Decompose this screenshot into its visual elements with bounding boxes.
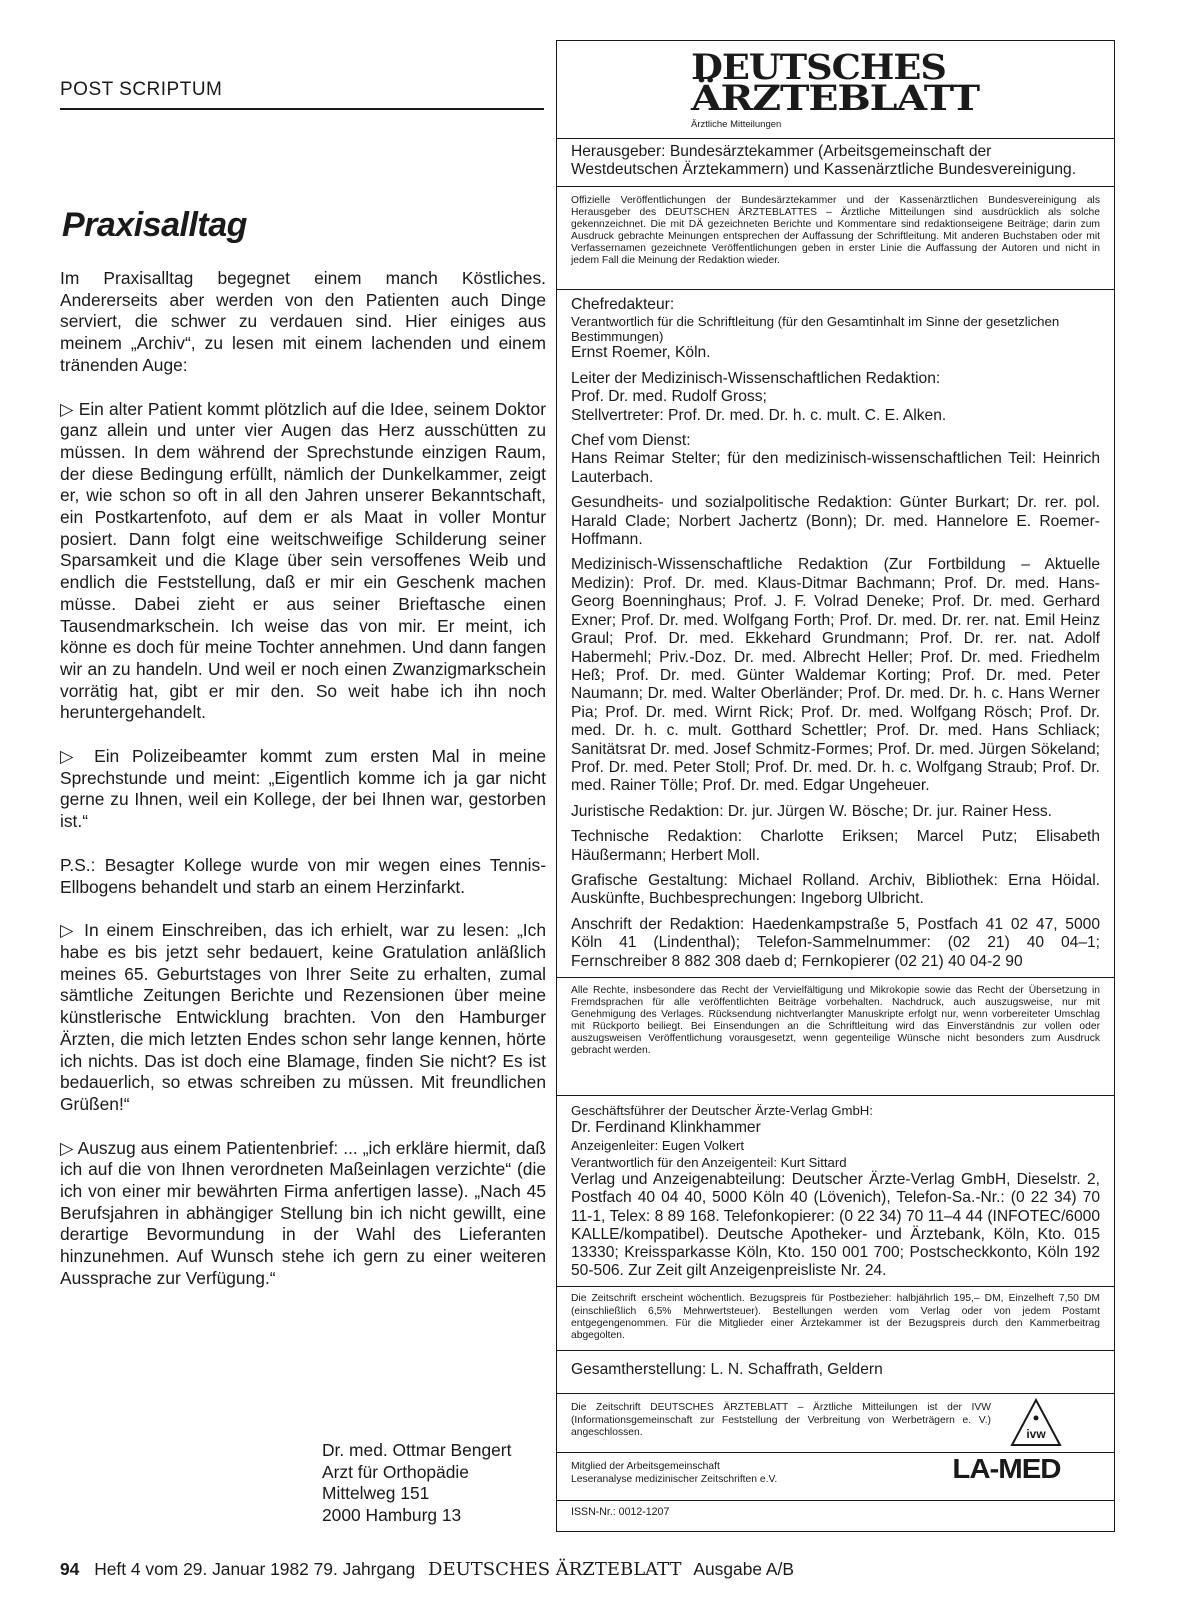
paragraph: Im Praxisalltag begegnet einem manch Köstliches. Andererseits aber werden von den Patienten auch Dinge serviert, die schwer zu verdauen sind. Hier einiges aus meinem „Archiv“, zu lesen mit einem lachenden und einem tränenden Auge: (60, 268, 546, 375)
paragraph: ▷ Ein Polizeibeamter kommt zum ersten Mal in meine Sprechstunde und meint: „Eigentlich komme ich ja gar nicht gerne zu Ihnen, weil ein Kollege, der bei Ihnen war, gestorben ist.“ (60, 746, 546, 832)
health-policy-desk: Gesundheits- und sozialpolitische Redaktion: Günter Burkart; Dr. rer. pol. Harald Clade; Norbert Jachertz (Bonn); Dr. med. Hannelore E. Roemer-Hoffmann. (571, 494, 1100, 549)
med-sci-desk: Medizinisch-Wissenschaftliche Redaktion (Zur Fortbildung – Aktuelle Medizin): Prof. Dr. med. Klaus-Ditmar Bachmann; Prof. Dr. med. Hans-Georg Boenninghaus; Prof. J. F. Volrad Deneke; Prof. Dr. med. Gerhard Exner; Prof. Dr. med. Wolfgang Forth; Prof. Dr. med. Dr. rer. nat. Emil Heinz Graul; Prof. Dr. med. Ekkehard Grundmann; Prof. Dr. rer. nat. Adolf Habermehl; Priv.-Doz. Dr. med. Albrecht Heller; Prof. Dr. med. Friedhelm Heß; Prof. Dr. med. Günter Waldemar Korting; Prof. Dr. med. Peter Naumann; Dr. med. Walter Oberländer; Prof. Dr. med. Dr. h. c. Hans Werner Pia; Prof. Dr. med. Wirnt Rick; Prof. Dr. med. Wolfgang Rösch; Prof. Dr. med. Dr. h. c. mult. Gotthard Schettler; Prof. Dr. med. Hans Schliack; Sanitätsrat Dr. med. Josef Schmitz-Formes; Prof. Dr. med. Jürgen Sökeland; Prof. Dr. med. Peter Stoll; Prof. Dr. med. Dr. h. c. Wolfgang Straub; Prof. Dr. med. Rainer Tölle; Prof. Dr. med. Edgar Ungeheuer. (571, 556, 1100, 795)
ivw-logo-text: ivw (1026, 1427, 1046, 1442)
logo-line-2: ÄRZTEBLATT (691, 78, 979, 119)
page-footer (60, 1559, 794, 1580)
lamed-membership (557, 1453, 1114, 1501)
lamed-line-2: Leseranalyse medizinischer Zeitschriften e.V. (571, 1473, 778, 1485)
author-title: Arzt für Orthopädie (322, 1461, 469, 1482)
publisher-info: Herausgeber: Bundesärztekammer (Arbeitsgemeinschaft der Westdeutschen Ärztekammern) und Kassenärztliche Bundesvereinigung. (557, 139, 1114, 187)
managing-editor-names: Hans Reimar Stelter; für den medizinisch-wissenschaftlichen Teil: Heinrich Lauterbach. (571, 450, 1100, 486)
edition-info: Ausgabe A/B (693, 1559, 794, 1579)
section-divider (60, 108, 544, 110)
footer-brand: DEUTSCHES ÄRZTEBLATT (428, 1559, 682, 1580)
logo-line-1: DEUTSCHES (691, 47, 946, 88)
official-publications-note: Offizielle Veröffentlichungen der Bundesärztekammer und der Kassenärztlichen Bundesvereinigung als Herausgeber des DEUTSCHEN ÄRZTEBLATTES – Ärztliche Mitteilungen sind ausdrücklich als solche gekennzeichnet. Die mit DÄ gezeichneten Berichte und Kommentare sind redaktionseigene Beiträge; darin zum Ausdruck gebrachte Meinungen entsprechen der Auffassung der Schriftleitung. Mit anderen Buchstaben oder mit Verfassernamen gezeichnete Veröffentlichungen geben in erster Linie die Auffassung der Autoren und nicht in jedem Fall die Meinung der Redaktion wieder. (557, 187, 1114, 290)
author-signature (322, 1440, 511, 1526)
editorial-address: Anschrift der Redaktion: Haedenkampstraße 5, Postfach 41 02 47, 5000 Köln 41 (Lindenthal); Telefon-Sammelnummer: (02 21) 40 04–1; Fernschreiber 8 882 308 daeb d; Fernkopierer (02 21) 40 04-2 90 (571, 915, 1100, 970)
chief-editor-label: Chefredakteur: (571, 296, 675, 313)
chief-editor-name: Ernst Roemer, Köln. (571, 344, 711, 362)
issue-info: Heft 4 vom 29. Januar 1982 79. Jahrgang (94, 1559, 416, 1579)
ivw-notice (557, 1394, 1114, 1453)
chief-editor-note: Verantwortlich für die Schriftleitung (für den Gesamtinhalt im Sinne der gesetzlichen Bestimmungen) (571, 314, 1060, 345)
paragraph: P.S.: Besagter Kollege wurde von mir wegen eines Tennis-Ellbogens behandelt und starb an einem Herzinfarkt. (60, 854, 546, 897)
lamed-line-1: Mitglied der Arbeitsgemeinschaft (571, 1461, 720, 1473)
ivw-logo-icon (1010, 1398, 1062, 1448)
ad-manager: Anzeigenleiter: Eugen Volkert (571, 1138, 745, 1154)
article-title: Praxisalltag (62, 206, 247, 244)
subscription-info: Die Zeitschrift erscheint wöchentlich. Bezugspreis für Postbezieher: halbjährlich 195,– DM, Einzelheft 7,50 DM (einschließlich 6,5% Mehrwertsteuer). Bestellungen werden vom Verlag oder von jedem Postamt entgegengenommen. Für die Mitglieder einer Ärztekammer ist der Bezugspreis durch den Kammerbeitrag abgegolten. (557, 1287, 1114, 1351)
editorial-staff (557, 290, 1114, 978)
publisher-details (557, 1096, 1114, 1287)
printer-info: Gesamtherstellung: L. N. Schaffrath, Geldern (557, 1351, 1114, 1394)
paragraph: ▷ Ein alter Patient kommt plötzlich auf die Idee, seinem Doktor ganz allein und unter vier Augen das Herz ausschütten zu müssen. In dem während der Sprechstunde einzigen Raum, der diese Bedingung erfüllt, nämlich der Dunkelkammer, zeigt er, wie schon so oft in all den Jahren unserer Bekanntschaft, ein Postkartenfoto, auf dem er als Maat in voller Montur posiert. Dann folgt eine weitschweifige Schilderung seiner Sparsamkeit und die Klage über sein versoffenes Weib und endlich die Feststellung, daß er mir ein Geschenk machen müsse. Dabei zieht er aus seiner Brieftasche einen Tausendmarkschein. Ich weise das von mir. Er meint, ich könne es doch für meine Tochter annehmen. Und dann fangen wir an zu handeln. Und weil er noch einen Zwanzigmarkschein vorrätig hat, gibt er mir den. So weit habe ich ihn noch heruntergehandelt. (60, 398, 546, 723)
med-sci-deputy: Stellvertreter: Prof. Dr. med. Dr. h. c. mult. C. E. Alken. (571, 406, 947, 424)
legal-desk: Juristische Redaktion: Dr. jur. Jürgen W. Bösche; Dr. jur. Rainer Hess. (571, 802, 1052, 820)
masthead-logo (557, 41, 1114, 139)
rights-notice: Alle Rechte, insbesondere das Recht der Vervielfältigung und Mikrokopie sowie das Recht der Übersetzung in Fremdsprachen für alle veröffentlichten Beiträge vorbehalten. Nachdruck, auch auszugsweise, nur mit Genehmigung des Verlages. Rücksendung nichtverlangter Manuskripte erfolgt nur, wenn vorbereiteter Umschlag mit Rückporto beiliegt. Bei Einsendungen an die Schriftleitung wird das Einverständnis zur vollen oder auszugsweisen Veröffentlichung vorausgesetzt, wenn gegenteilige Wünsche nicht besonders zum Ausdruck gebracht werden. (557, 978, 1114, 1096)
page-number: 94 (60, 1559, 80, 1579)
managing-director-name: Dr. Ferdinand Klinkhammer (571, 1119, 761, 1136)
ivw-text: Die Zeitschrift DEUTSCHES ÄRZTEBLATT – Ärztliche Mitteilungen ist der IVW (Informationsgemeinschaft zur Feststellung der Verbreitung von Werbeträgern e. V.) angeschlossen. (571, 1402, 991, 1438)
author-name: Dr. med. Ottmar Bengert (322, 1440, 512, 1460)
issn: ISSN-Nr.: 0012-1207 (571, 1506, 670, 1519)
section-label: POST SCRIPTUM (60, 79, 223, 100)
technical-desk: Technische Redaktion: Charlotte Eriksen; Marcel Putz; Elisabeth Häußermann; Herbert Moll. (571, 828, 1100, 864)
lamed-logo: LA-MED (952, 1453, 1061, 1485)
paragraph: ▷ In einem Einschreiben, das ich erhielt, war zu lesen: „Ich habe es bis jetzt sehr bedauert, keine Gratulation anläßlich meines 65. Geburtstages von Ihrer Seite zu erhalten, zumal sämtliche Zeitungen Berichte und Rezensionen über meine künstlerische Entwicklung brachten. Von den Hamburger Ärzten, die mich letzten Endes schon sehr lange kennen, hörte ich nichts. Das ist doch eine Blamage, finden Sie nicht? Es ist bedauerlich, so etwas schreiben zu müssen. Mit freundlichen Grüßen!“ (60, 920, 546, 1114)
publisher-address: Verlag und Anzeigenabteilung: Deutscher Ärzte-Verlag GmbH, Dieselstr. 2, Postfach 40 04 40, 5000 Köln 40 (Lövenich), Telefon-Sa.-Nr.: (0 22 34) 70 11-1, Telex: 8 89 168. Telefonkopierer: (0 22 34) 70 11–4 44 (INFOTEC/6000 KALLE/kompatibel). Deutsche Apotheker- und Ärztebank, Köln, Kto. 015 13330; Kreissparkasse Köln, Kto. 150 001 700; Postscheckkonto, Köln 192 50-506. Zur Zeit gilt Anzeigenpreisliste Nr. 24. (571, 1171, 1100, 1280)
graphic-design: Grafische Gestaltung: Michael Rolland. Archiv, Bibliothek: Erna Höidal. Auskünfte, Buchbesprechungen: Ingeborg Ulbricht. (571, 871, 1100, 908)
managing-director-label: Geschäftsführer der Deutscher Ärzte-Verlag GmbH: (571, 1103, 873, 1118)
med-sci-lead-label: Leiter der Medizinisch-Wissenschaftlichen Redaktion: (571, 369, 941, 387)
paragraph: ▷ Auszug aus einem Patientenbrief: ... „ich erkläre hiermit, daß ich auf die von Ihnen verordneten Maßeinlagen verzichte“ (die ich von einer mir bewährten Firma anfertigen lasse). „Nach 45 Berufsjahren in abhängiger Stellung bin ich nicht gewillt, eine derartige Bevormundung in der Wahl des Lieferanten hinzunehmen. Auf Wunsch stehe ich gern zu einer weiteren Aussprache zur Verfügung.“ (60, 1137, 546, 1288)
ad-responsible: Verantwortlich für den Anzeigenteil: Kurt Sittard (571, 1155, 847, 1171)
article-body (60, 268, 546, 1312)
managing-editor-label: Chef vom Dienst: (571, 432, 691, 450)
author-city: 2000 Hamburg 13 (322, 1504, 462, 1525)
med-sci-lead-name: Prof. Dr. med. Rudolf Gross; (571, 388, 767, 406)
logo-subtitle: Ärztliche Mitteilungen (691, 119, 782, 130)
author-street: Mittelweg 151 (322, 1483, 430, 1504)
masthead-box (556, 40, 1115, 1532)
